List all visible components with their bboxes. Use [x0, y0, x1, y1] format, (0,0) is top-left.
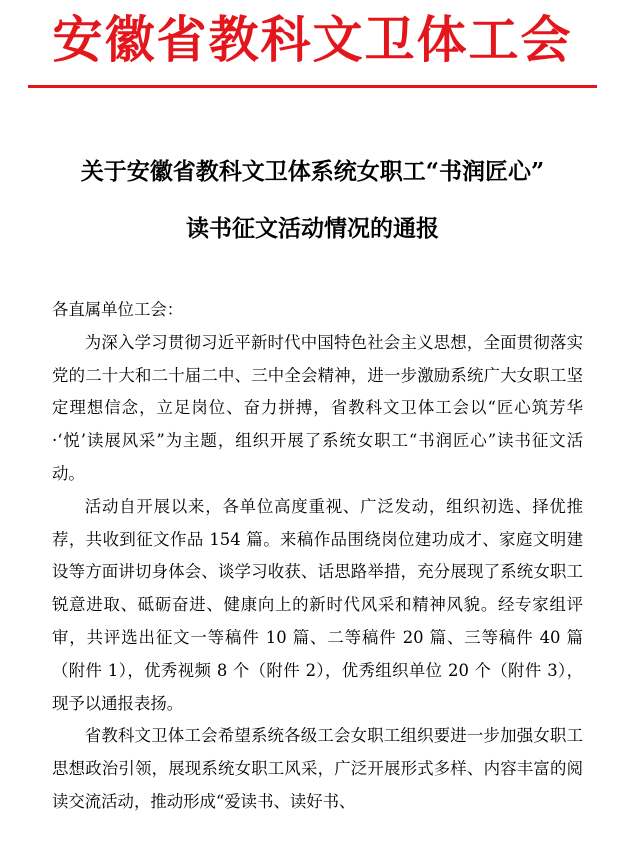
notice-title-line-2: 读书征文活动情况的通报 [186, 215, 439, 242]
body-paragraph-3: 省教科文卫体工会希望系统各级工会女职工组织要进一步加强女职工思想政治引领，展现系统女职工风采，广泛开展形式多样、内容丰富的阅读交流活动，推动形成“爱读书、读好书、 [52, 726, 583, 811]
body-paragraph-1: 为深入学习贯彻习近平新时代中国特色社会主义思想，全面贯彻落实党的二十大和二十届二中、三中全会精神，进一步激励系统广大女职工坚定理想信念，立足岗位、奋力拼搏，省教科文卫体工会以“匠心筑芳华·‘悦’读展风采”为主题，组织开展了系统女职工“书润匠心”读书征文活动。 [52, 332, 583, 483]
notice-body [52, 294, 583, 819]
salutation: 各直属单位工会： [52, 300, 184, 319]
body-paragraph-2: 活动自开展以来，各单位高度重视、广泛发动，组织初选、择优推荐，共收到征文作品 154 篇。来稿作品围绕岗位建功成才、家庭文明建设等方面讲切身体会、谈学习收获、话思路举措，充分展现了系统女职工锐意进取、砥砺奋进、健康向上的新时代风采和精神风貌。经专家组评审，共评选出征文一等稿件 10 篇、二等稿件 20 篇、三等稿件 40 篇（附件 1），优秀视频 8 个（附件 2），优秀组织单位 20 个（附件 3），现予以通报表扬。 [52, 496, 583, 713]
masthead-title: 安徽省教科文卫体工会 [52, 10, 573, 69]
notice-title-line-1: 关于安徽省教科文卫体系统女职工“书润匠心” [80, 158, 545, 185]
masthead-red-rule [28, 85, 597, 88]
